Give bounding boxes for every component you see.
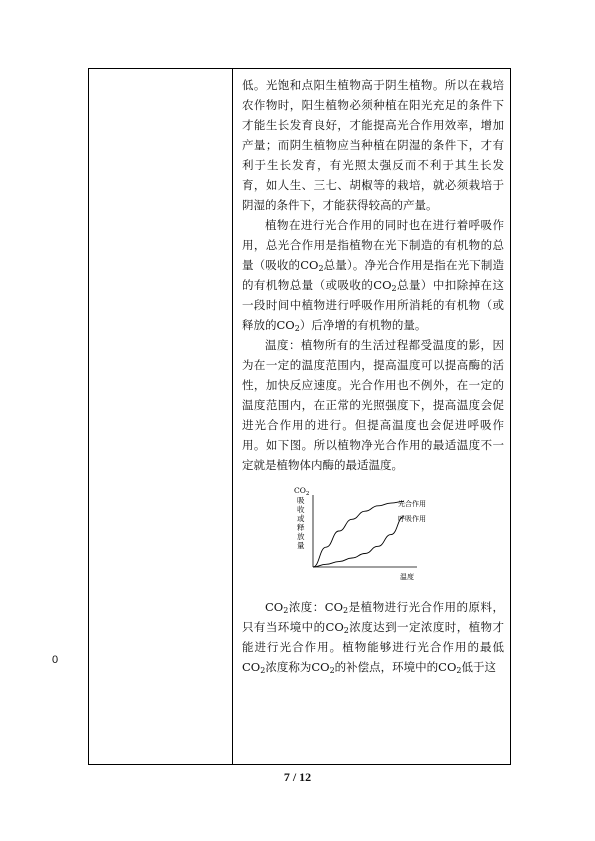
legend-photosynthesis: 光合作用 [398, 500, 426, 508]
x-axis-label: 温度 [400, 573, 414, 581]
series-layer [313, 501, 404, 567]
left-cell-text: 0 [52, 654, 59, 666]
y-axis-label-char: 释 [297, 523, 305, 532]
content-table [88, 68, 511, 765]
y-axis-label-char: 收 [297, 505, 305, 514]
paragraph-light-saturation: 低。光饱和点阳生植物高于阴生植物。所以在栽培农作物时，阳生植物必须种植在阳光充足的条件下才能生长发育良好，才能提高光合作用效率，增加产量；而阴生植物应当种植在阴湿的条件下，才有利于生长发育，有光照太强反而不利于其生长发育，如人生、三七、胡椒等的栽培，就必须栽培于阴湿的条件下，才能获得较高的产量。 [242, 78, 504, 212]
right-cell-content [242, 75, 504, 677]
table-column-divider [232, 69, 233, 764]
y-axis-label-char: 或 [297, 514, 305, 523]
y-axis-label-char: 吸 [297, 496, 305, 505]
paragraph-net-photosynthesis: 植物在进行光合作用的同时也在进行着呼吸作用，总光合作用是指植物在光下制造的有机物的总量（吸收的$CO_2$总量）。净光合作用是指在光下制造的有机物总量（或吸收的$CO_2$总量）中扣除掉在这一段时间中植物进行呼吸作用所消耗的有机物（或释放的$CO_2$）后净增的有机物的量。 [242, 218, 505, 333]
chart-svg [292, 481, 452, 593]
y-axis-label-main: $CO_2$ [294, 486, 310, 497]
paragraph-temperature: 温度：植物所有的生活过程都受温度的影，因为在一定的温度范围内，提高温度可以提高酶的活性，加快反应速度。光合作用也不例外，在一定的温度范围内，在正常的光照强度下，提高温度会促进光合作用的进行。但提高温度也会促进呼吸作用。如下图。所以植物净光合作用的最适温度不一定就是植物体内酶的最适温度。 [242, 338, 504, 472]
page-number: 7 / 12 [283, 770, 312, 784]
y-axis-label-char: 放 [297, 532, 305, 541]
y-axis-label-char: 量 [297, 541, 305, 550]
legend-respiration: 呼吸作用 [398, 515, 426, 523]
y-axis-label-chars [297, 496, 305, 550]
series-respiration-line [313, 517, 404, 567]
temperature-chart [242, 481, 504, 593]
paragraph-co2-concentration: $CO_2$浓度：$CO_2$是植物进行光合作用的原料，只有当环境中的$CO_2$浓度达到一定浓度时，植物才能进行光合作用。植物能够进行光合作用的最低$CO_2$浓度称为$CO_2$的补偿点，环境中的$CO_2$低于这 [242, 600, 505, 675]
series-photosynthesis-line [313, 501, 404, 567]
